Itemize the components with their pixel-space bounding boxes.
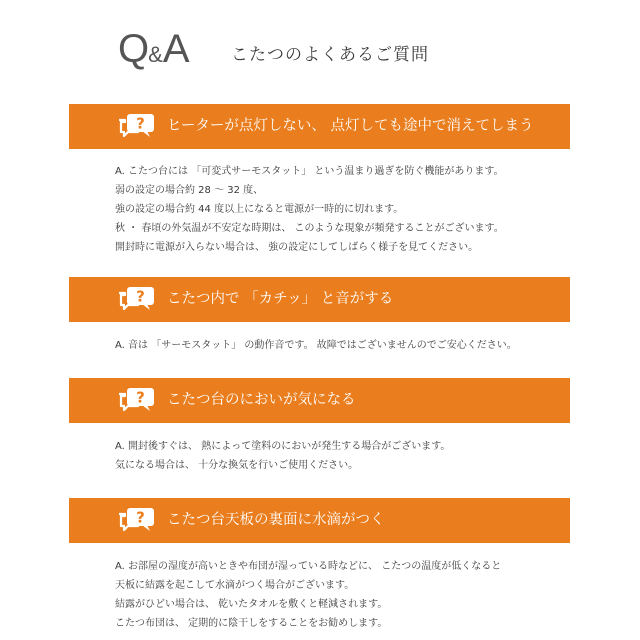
faq-answer-line: A. 音は 「サーモスタット」 の動作音です。 故障ではございませんのでご安心ください。 [115, 340, 517, 351]
question-bubble-icon [117, 386, 157, 416]
svg-text:?: ? [136, 508, 145, 527]
faq-answer [115, 162, 565, 257]
faq-answer [115, 557, 565, 633]
question-bubble-icon [117, 285, 157, 315]
qa-logo: Q&A [118, 27, 189, 71]
faq-answer-line: 強の設定の場合約 44 度以上になると電源が一時的に切れます。 [115, 204, 404, 215]
faq-answer-line: 弱の設定の場合約 28 ～ 32 度、 [115, 185, 264, 196]
faq-question-text: ヒーターが点灯しない、 点灯しても途中で消えてしまう [167, 118, 534, 134]
faq-answer-line: 気になる場合は、 十分な換気を行いご使用ください。 [115, 460, 359, 471]
faq-answer-line: 開封時に電源が入らない場合は、 強の設定にしてしばらく様子を見てください。 [115, 242, 479, 253]
faq-answer-line: 結露がひどい場合は、 乾いたタオルを敷くと軽減されます。 [115, 599, 388, 610]
faq-question-text: こたつ台天板の裏面に水滴がつく [167, 512, 385, 528]
faq-question-bar [69, 378, 570, 423]
faq-answer-line: A. 開封後すぐは、 熱によって塗料のにおいが発生する場合がございます。 [115, 441, 451, 452]
faq-answer-line: 秋 ・ 春頃の外気温が不安定な時期は、 このような現象が頻発することがございます。 [115, 223, 504, 234]
svg-text:?: ? [136, 287, 145, 306]
faq-question-bar [69, 104, 570, 149]
faq-answer-line: 天板に結露を起こして水滴がつく場合がございます。 [115, 580, 355, 591]
svg-text:?: ? [136, 388, 145, 407]
question-bubble-icon [117, 506, 157, 536]
faq-question-text: こたつ内で 「カチッ」 と音がする [167, 291, 394, 307]
faq-answer-line: A. こたつ台には 「可変式サーモスタット」 という温まり過ぎを防ぐ機能があります。 [115, 166, 504, 177]
faq-question-bar [69, 277, 570, 322]
faq-question-bar [69, 498, 570, 543]
faq-answer-line: こたつ布団は、 定期的に陰干しをすることをお勧めします。 [115, 618, 388, 629]
svg-text:?: ? [136, 114, 145, 133]
faq-answer [115, 336, 565, 355]
faq-question-text: こたつ台のにおいが気になる [167, 392, 356, 408]
faq-answer-line: A. お部屋の湿度が高いときや布団が湿っている時などに、 こたつの温度が低くなると [115, 561, 502, 572]
page-title: こたつのよくあるご質問 [231, 45, 429, 65]
question-bubble-icon [117, 112, 157, 142]
faq-answer [115, 437, 565, 475]
